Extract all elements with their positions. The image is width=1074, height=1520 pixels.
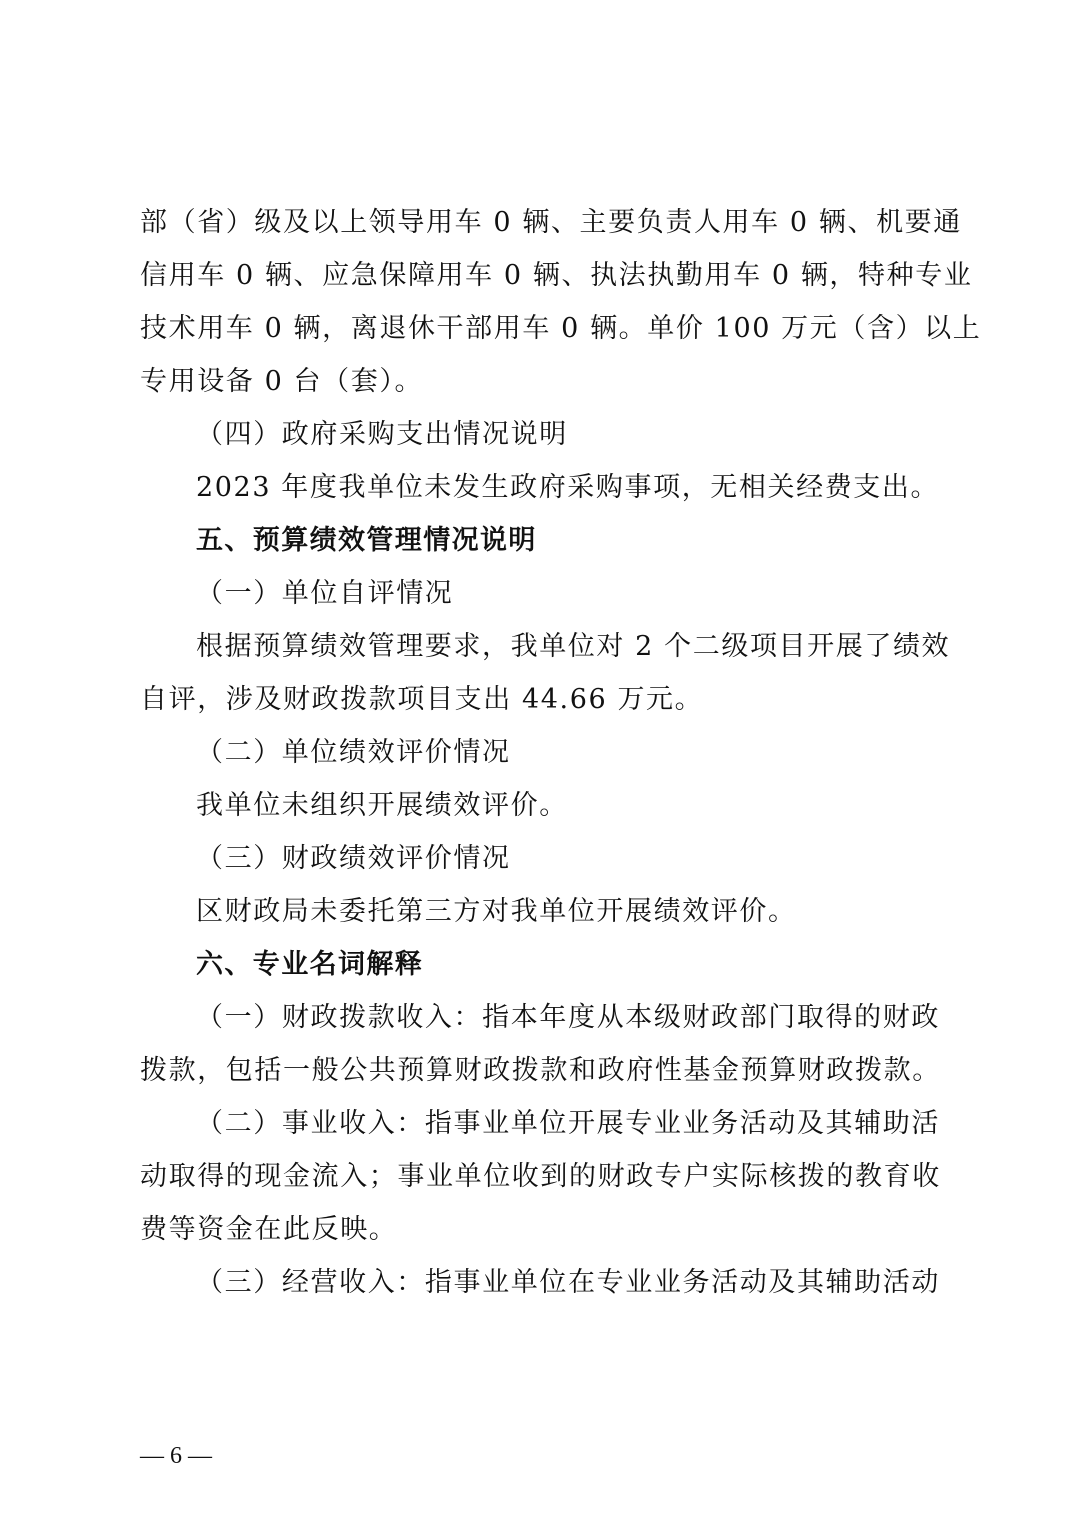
body-text-line: 拨款，包括一般公共预算财政拨款和政府性基金预算财政拨款。 [140,1055,941,1086]
section-heading: 六、专业名词解释 [196,949,424,980]
subsection-heading: （三）财政绩效评价情况 [196,843,511,874]
page-number: — 6 — [140,1443,212,1469]
body-text-line: 部（省）级及以上领导用车 0 辆、主要负责人用车 0 辆、机要通 [140,207,962,238]
subsection-heading: （一）单位自评情况 [196,578,454,609]
body-text-line: （一）财政拨款收入：指本年度从本级财政部门取得的财政 [196,1002,940,1033]
body-text-line: 动取得的现金流入；事业单位收到的财政专户实际核拨的教育收 [140,1161,941,1192]
body-text-line: 根据预算绩效管理要求，我单位对 2 个二级项目开展了绩效 [196,631,951,662]
section-heading: 五、预算绩效管理情况说明 [196,525,537,556]
body-text-line: 自评，涉及财政拨款项目支出 44.66 万元。 [140,684,704,715]
body-text-line: 技术用车 0 辆，离退休干部用车 0 辆。单价 100 万元（含）以上 [140,313,982,344]
subsection-heading: （二）单位绩效评价情况 [196,737,511,768]
subsection-heading: （四）政府采购支出情况说明 [196,419,568,450]
body-text-line: 费等资金在此反映。 [140,1214,398,1245]
body-text-line: 专用设备 0 台（套）。 [140,366,424,397]
body-text-line: 我单位未组织开展绩效评价。 [196,790,568,821]
body-text-line: （三）经营收入：指事业单位在专业业务活动及其辅助活动 [196,1267,940,1298]
body-text-line: 区财政局未委托第三方对我单位开展绩效评价。 [196,896,797,927]
body-text-line: 信用车 0 辆、应急保障用车 0 辆、执法执勤用车 0 辆，特种专业 [140,260,973,291]
body-text-line: （二）事业收入：指事业单位开展专业业务活动及其辅助活 [196,1108,940,1139]
body-text-line: 2023 年度我单位未发生政府采购事项，无相关经费支出。 [196,472,940,503]
